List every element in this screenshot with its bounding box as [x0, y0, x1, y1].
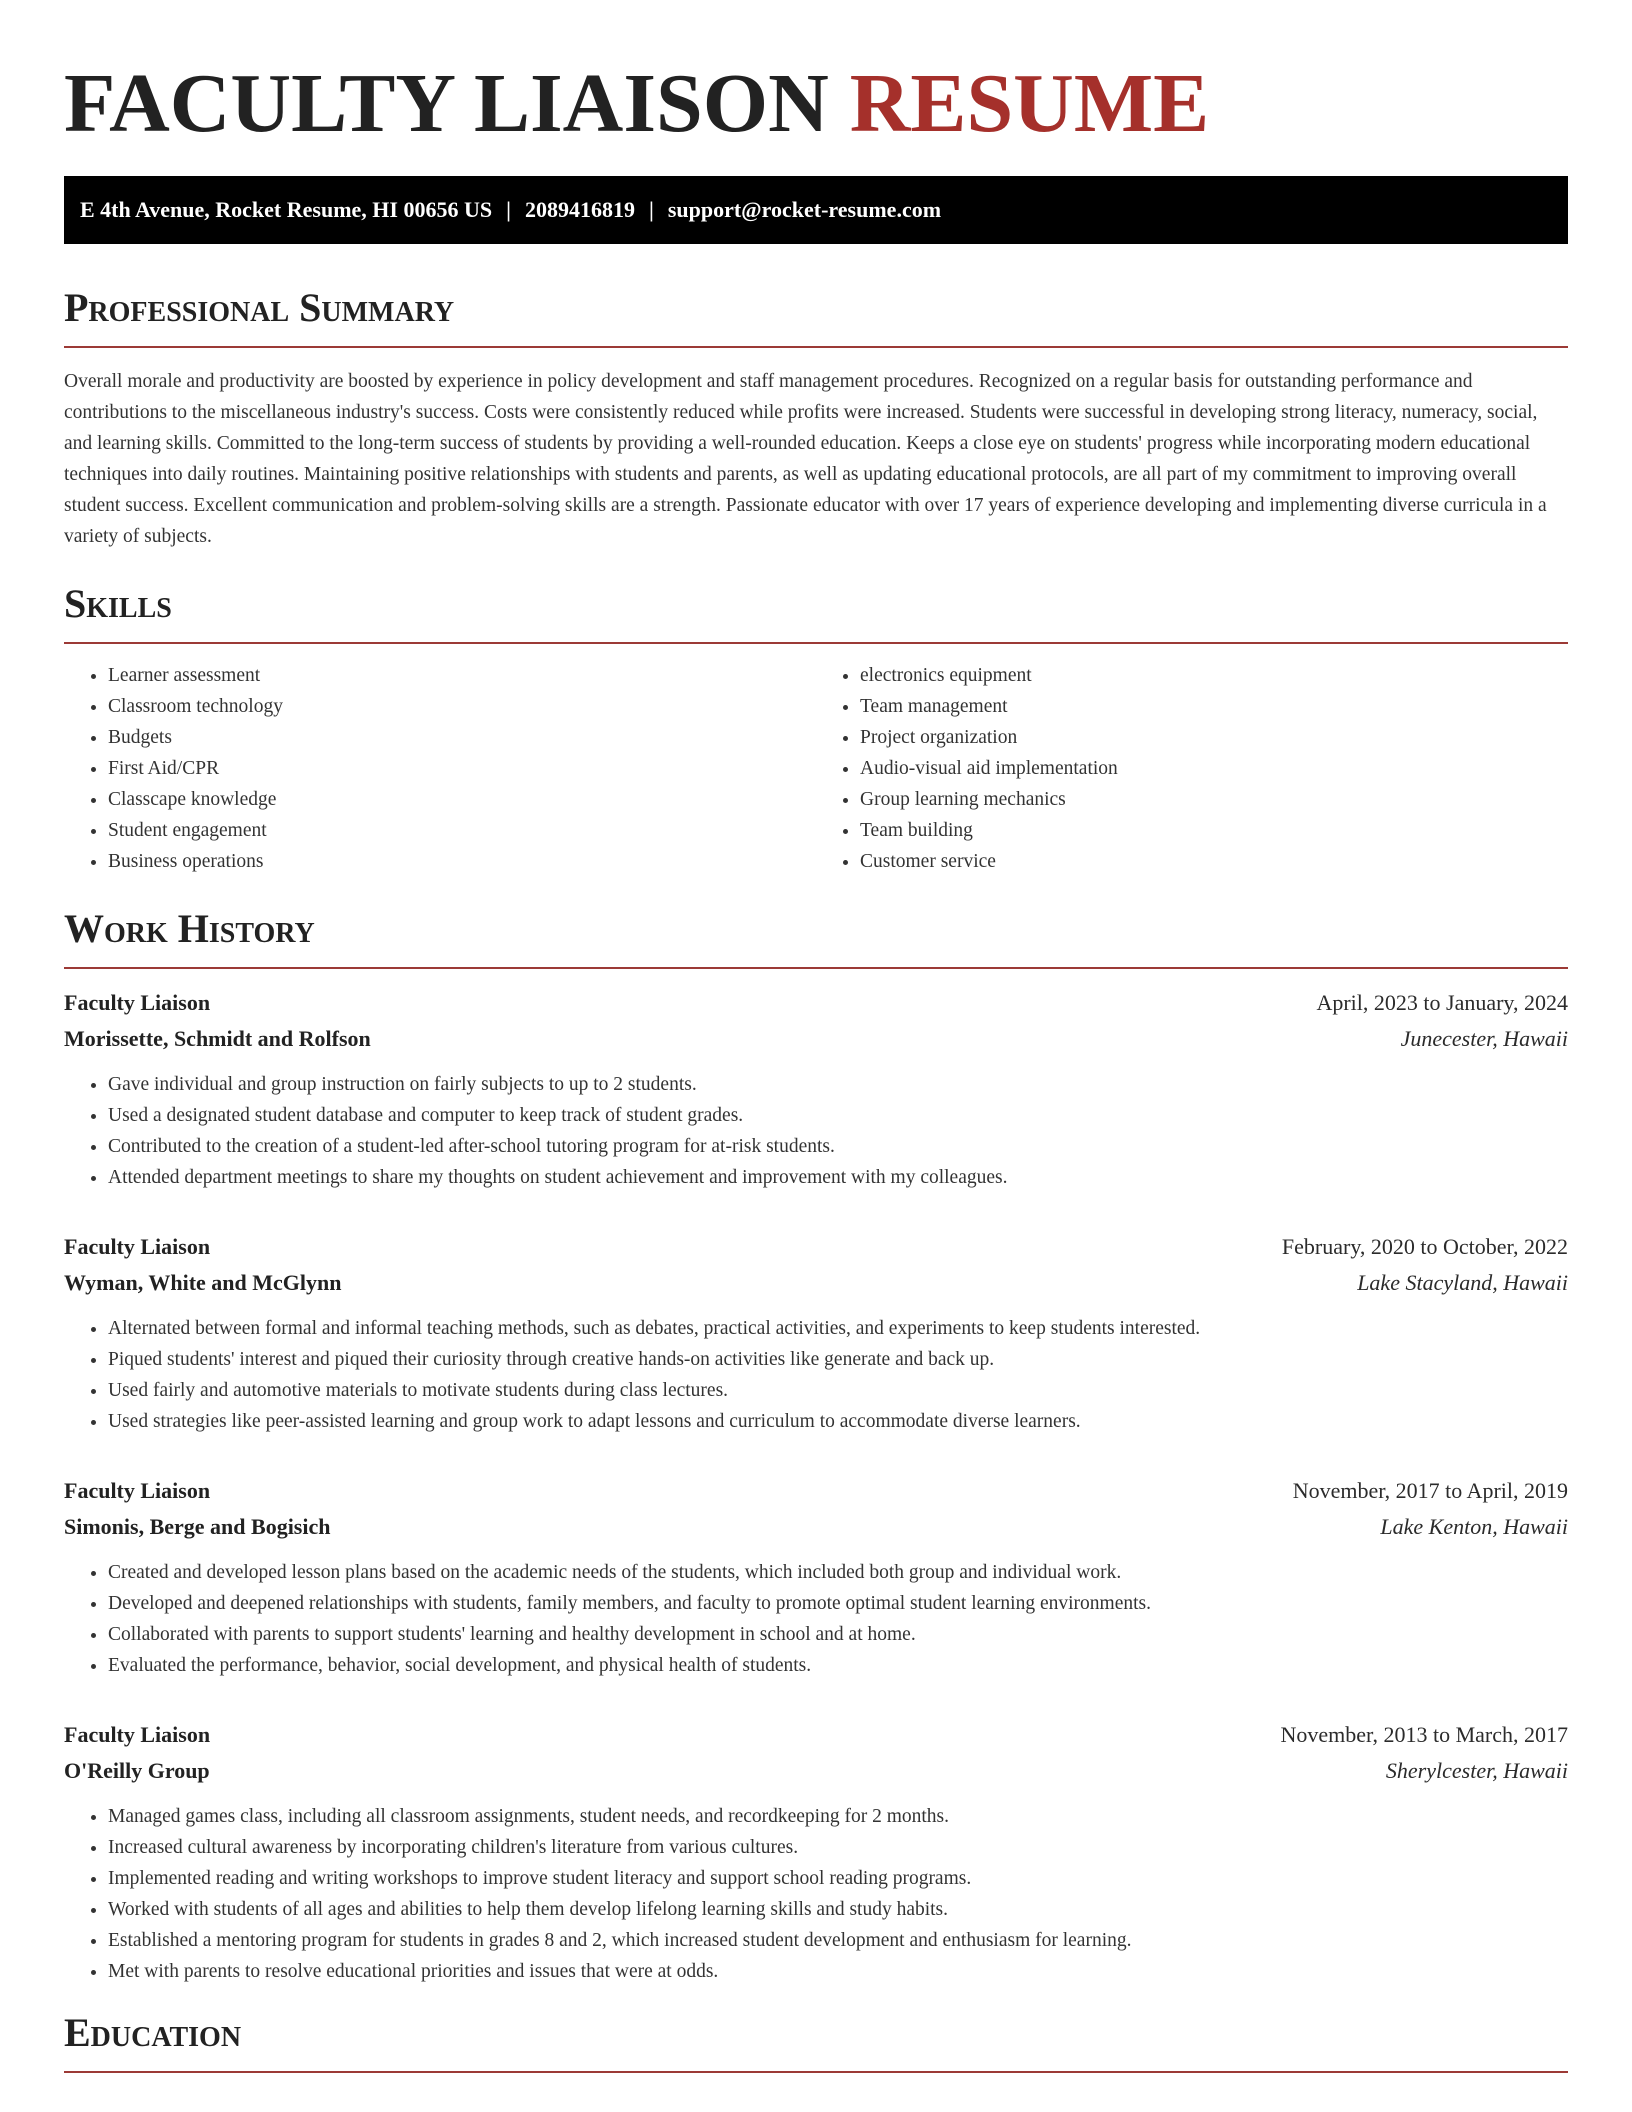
work-history-divider — [64, 967, 1568, 969]
job-bullet: • Contributed to the creation of a student-led after-school tutoring program for at-risk students. — [108, 1131, 1568, 1162]
job-entry — [64, 1717, 1568, 1987]
job-bullets — [64, 1069, 1568, 1193]
skill-item: • Group learning mechanics — [860, 784, 1568, 815]
contact-phone: 2089416819 — [524, 197, 635, 222]
skill-item: • Budgets — [108, 722, 816, 753]
skill-item: • First Aid/CPR — [108, 753, 816, 784]
job-dates: February, 2020 to October, 2022 — [1281, 1234, 1568, 1259]
job-header-row — [64, 985, 1568, 1021]
job-location: Lake Stacyland, Hawaii — [1357, 1270, 1568, 1295]
job-company: Morissette, Schmidt and Rolfson — [64, 1026, 371, 1051]
contact-separator: | — [648, 197, 654, 222]
job-bullet: • Evaluated the performance, behavior, social development, and physical health of students. — [108, 1650, 1568, 1681]
work-history-heading: Work History — [64, 906, 315, 951]
job-dates: April, 2023 to January, 2024 — [1316, 990, 1568, 1015]
skill-item: • Project organization — [860, 722, 1568, 753]
job-company: O'Reilly Group — [64, 1758, 210, 1783]
job-header-row — [64, 1717, 1568, 1753]
job-bullet: • Used a designated student database and computer to keep track of student grades. — [108, 1100, 1568, 1131]
skills-divider — [64, 642, 1568, 644]
skills-columns — [64, 660, 1568, 877]
job-company-row — [64, 1265, 1568, 1301]
title-accent: RESUME — [849, 57, 1210, 150]
summary-text: Overall morale and productivity are boosted by experience in policy development and staff management procedures. Recognized on a regular basis for outstanding performance and contributions to the miscellaneous industry's success. Costs were consistently reduced while profits were increased. Students were successful in developing strong literacy, numeracy, social, and learning skills. Committed to the long-term success of students by providing a well-rounded education. Keeps a close eye on students' progress while incorporating modern educational techniques into daily routines. Maintaining positive relationships with students and parents, as well as updating educational protocols, are all part of my commitment to improving overall student success. Excellent communication and problem-solving skills are a strength. Passionate educator with over 17 years of experience developing and implementing diverse curricula in a variety of subjects. — [64, 371, 1547, 547]
job-bullets — [64, 1313, 1568, 1437]
job-entry — [64, 1229, 1568, 1437]
job-company: Simonis, Berge and Bogisich — [64, 1514, 331, 1539]
skill-item: • Classcape knowledge — [108, 784, 816, 815]
job-bullet: • Worked with students of all ages and abilities to help them develop lifelong learning skills and study habits. — [108, 1894, 1568, 1925]
job-dates: November, 2017 to April, 2019 — [1292, 1478, 1568, 1503]
job-company-row — [64, 1509, 1568, 1545]
skill-item: • Business operations — [108, 846, 816, 877]
job-bullet: • Used strategies like peer-assisted learning and group work to adapt lessons and curriculum to accommodate diverse learners. — [108, 1406, 1568, 1437]
job-bullet: • Increased cultural awareness by incorporating children's literature from various cultures. — [108, 1832, 1568, 1863]
education-divider — [64, 2071, 1568, 2073]
job-company-row — [64, 1021, 1568, 1057]
title-main: FACULTY LIAISON — [64, 57, 829, 150]
job-entry — [64, 1473, 1568, 1681]
job-bullet: • Established a mentoring program for students in grades 8 and 2, which increased student development and enthusiasm for learning. — [108, 1925, 1568, 1956]
education-section — [64, 2009, 1568, 2073]
job-bullets — [64, 1801, 1568, 1987]
job-location: Junecester, Hawaii — [1400, 1026, 1568, 1051]
job-company: Wyman, White and McGlynn — [64, 1270, 342, 1295]
job-location: Lake Kenton, Hawaii — [1380, 1514, 1568, 1539]
job-bullet: • Created and developed lesson plans based on the academic needs of the students, which included both group and individual work. — [108, 1557, 1568, 1588]
skills-right-list — [816, 660, 1568, 877]
contact-separator: | — [506, 197, 511, 222]
summary-heading: Professional Summary — [64, 285, 455, 330]
skills-section — [64, 580, 1568, 877]
job-bullet: • Developed and deepened relationships with students, family members, and faculty to promote optimal student learning environments. — [108, 1588, 1568, 1619]
skill-item: • Customer service — [860, 846, 1568, 877]
job-bullet: • Gave individual and group instruction on fairly subjects to up to 2 students. — [108, 1069, 1568, 1100]
job-bullet: • Collaborated with parents to support students' learning and healthy development in school and at home. — [108, 1619, 1568, 1650]
work-history-section — [64, 905, 1568, 1987]
job-title: Faculty Liaison — [64, 1478, 211, 1503]
skills-heading: Skills — [64, 581, 172, 626]
contact-bar — [64, 176, 1568, 244]
skill-item: • Team management — [860, 691, 1568, 722]
job-location: Sherylcester, Hawaii — [1385, 1758, 1568, 1783]
job-dates: November, 2013 to March, 2017 — [1280, 1722, 1568, 1747]
job-bullet: • Used fairly and automotive materials to motivate students during class lectures. — [108, 1375, 1568, 1406]
job-bullet: • Implemented reading and writing workshops to improve student literacy and support school reading programs. — [108, 1863, 1568, 1894]
job-title: Faculty Liaison — [64, 1234, 211, 1259]
summary-divider — [64, 346, 1568, 348]
job-company-row — [64, 1753, 1568, 1789]
job-title: Faculty Liaison — [64, 1722, 211, 1747]
job-bullets — [64, 1557, 1568, 1681]
job-header-row — [64, 1473, 1568, 1509]
summary-section — [64, 284, 1568, 552]
skill-item: • Learner assessment — [108, 660, 816, 691]
job-bullet: • Met with parents to resolve educational priorities and issues that were at odds. — [108, 1956, 1568, 1987]
education-heading: Education — [64, 2010, 242, 2055]
job-entry — [64, 985, 1568, 1193]
skill-item: • Classroom technology — [108, 691, 816, 722]
contact-email: support@rocket-resume.com — [667, 197, 942, 222]
contact-address: E 4th Avenue, Rocket Resume, HI 00656 US — [80, 197, 493, 222]
job-bullet: • Piqued students' interest and piqued their curiosity through creative hands-on activities like generate and back up. — [108, 1344, 1568, 1375]
skill-item: • Team building — [860, 815, 1568, 846]
skill-item: • Audio-visual aid implementation — [860, 753, 1568, 784]
job-title: Faculty Liaison — [64, 990, 211, 1015]
job-header-row — [64, 1229, 1568, 1265]
skill-item: • electronics equipment — [860, 660, 1568, 691]
job-bullet: • Attended department meetings to share my thoughts on student achievement and improvement with my colleagues. — [108, 1162, 1568, 1193]
resume-title — [64, 0, 1568, 176]
job-bullet: • Managed games class, including all classroom assignments, student needs, and recordkeeping for 2 months. — [108, 1801, 1568, 1832]
skill-item: • Student engagement — [108, 815, 816, 846]
job-bullet: • Alternated between formal and informal teaching methods, such as debates, practical activities, and experiments to keep students interested. — [108, 1313, 1568, 1344]
skills-left-list — [64, 660, 816, 877]
